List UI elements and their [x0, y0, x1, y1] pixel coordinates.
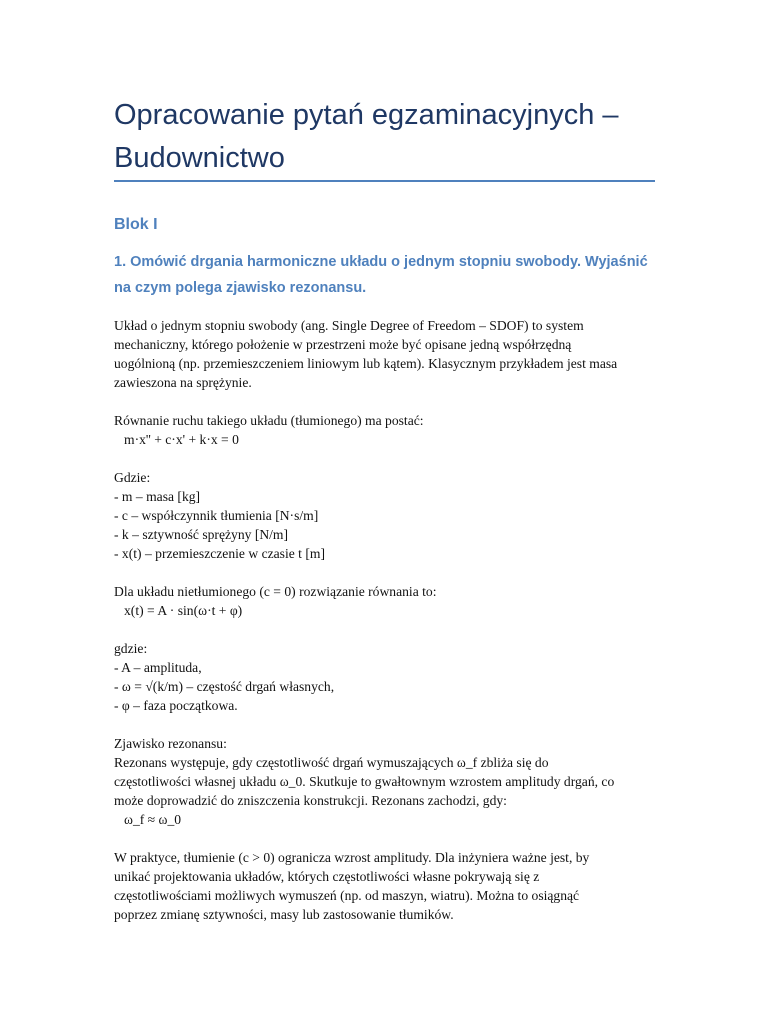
equation-paragraph — [114, 411, 662, 449]
text-line: Rezonans występuje, gdy częstotliwość drgań wymuszających ω_f zbliża się do — [114, 755, 549, 770]
practice-paragraph — [114, 848, 662, 924]
question-line-1: 1. Omówić drgania harmoniczne układu o jednym stopniu swobody. Wyjaśnić — [114, 254, 648, 270]
list-item: - ω = √(k/m) – częstość drgań własnych, — [114, 679, 335, 694]
text-line: Układ o jednym stopniu swobody (ang. Single Degree of Freedom – SDOF) to system — [114, 318, 584, 333]
question-heading — [114, 249, 654, 301]
intro-paragraph — [114, 316, 662, 392]
text-line: mechaniczny, którego położenie w przestrzeni może być opisane jedną współrzędną — [114, 337, 572, 352]
list-item: - m – masa [kg] — [114, 489, 201, 504]
list-item: - φ – faza początkowa. — [114, 698, 238, 713]
text-line: częstotliwościami możliwych wymuszeń (np. od maszyn, wiatru). Można to osiągnąć — [114, 888, 580, 903]
document-title — [114, 94, 658, 180]
text-line: Równanie ruchu takiego układu (tłumionego) ma postać: — [114, 413, 424, 428]
list-item: - c – współczynnik tłumienia [N·s/m] — [114, 508, 319, 523]
text-line: uogólnioną (np. przemieszczeniem liniowym lub kątem). Klasycznym przykładem jest masa — [114, 356, 618, 371]
question-line-2: na czym polega zjawisko rezonansu. — [114, 280, 367, 296]
title-line-1: Opracowanie pytań egzaminacyjnych – — [114, 99, 619, 131]
list-item: - A – amplituda, — [114, 660, 202, 675]
resonance-paragraph — [114, 734, 662, 829]
section-heading: Blok I — [114, 216, 158, 233]
text-line: częstotliwości własnej układu ω_0. Skutkuje to gwałtownym wzrostem amplitudy drgań, co — [114, 774, 615, 789]
list-item: - x(t) – przemieszczenie w czasie t [m] — [114, 546, 325, 561]
title-line-2: Budownictwo — [114, 142, 285, 174]
text-line: unikać projektowania układów, których częstotliwości własne pokrywają się z — [114, 869, 540, 884]
solution-paragraph — [114, 582, 662, 620]
list-label: Gdzie: — [114, 470, 151, 485]
resonance-formula: ω_f ≈ ω_0 — [124, 812, 182, 827]
title-underline — [114, 180, 655, 182]
where-list — [114, 468, 662, 563]
text-line: Dla układu nietłumionego (c = 0) rozwiązanie równania to: — [114, 584, 437, 599]
answer-body — [114, 316, 662, 943]
text-line: poprzez zmianę sztywności, masy lub zastosowanie tłumików. — [114, 907, 454, 922]
list-label: gdzie: — [114, 641, 148, 656]
text-line: Zjawisko rezonansu: — [114, 736, 227, 751]
text-line: W praktyce, tłumienie (c > 0) ogranicza wzrost amplitudy. Dla inżyniera ważne jest, by — [114, 850, 590, 865]
solution-formula: x(t) = A · sin(ω·t + φ) — [124, 603, 243, 618]
where2-list — [114, 639, 662, 715]
text-line: zawieszona na sprężynie. — [114, 375, 252, 390]
equation-of-motion: m·x'' + c·x' + k·x = 0 — [124, 432, 239, 447]
text-line: może doprowadzić do zniszczenia konstrukcji. Rezonans zachodzi, gdy: — [114, 793, 507, 808]
list-item: - k – sztywność sprężyny [N/m] — [114, 527, 289, 542]
